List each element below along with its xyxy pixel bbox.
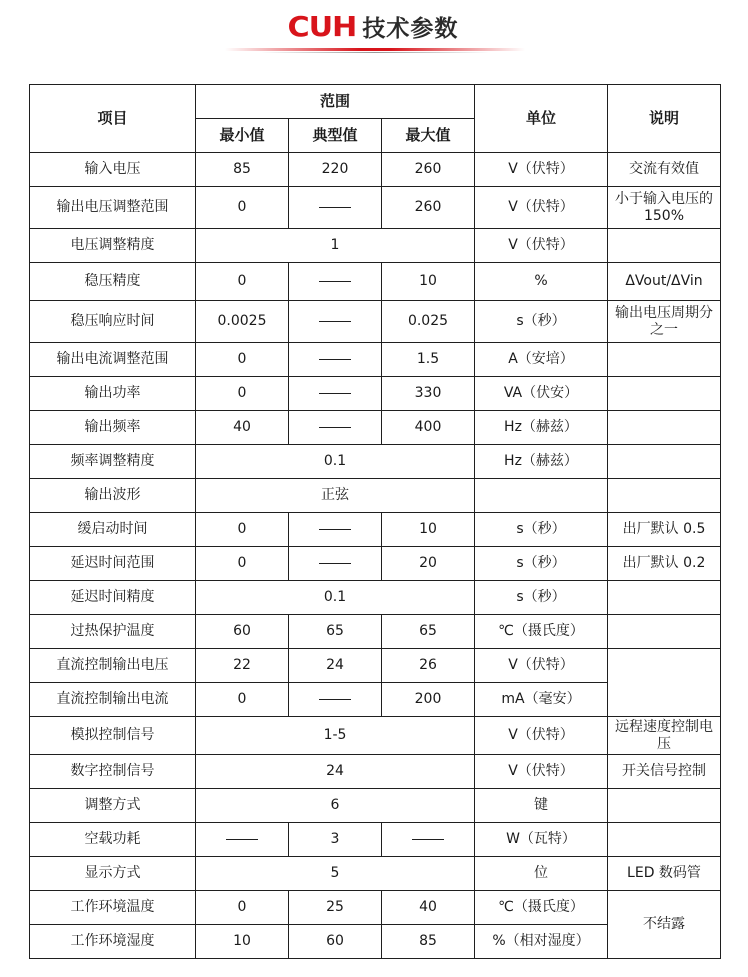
row-typ: 65 xyxy=(289,615,382,649)
dash-mark xyxy=(319,563,351,564)
row-min: 0 xyxy=(196,377,289,411)
table-row xyxy=(30,187,721,229)
row-typ xyxy=(289,683,382,717)
dash-mark xyxy=(319,321,351,322)
table-row xyxy=(30,755,721,789)
header-unit: 单位 xyxy=(475,85,608,153)
table-row xyxy=(30,857,721,891)
row-note: 出厂默认 0.5 xyxy=(608,513,721,547)
row-min: 22 xyxy=(196,649,289,683)
row-max: 400 xyxy=(382,411,475,445)
title-underline xyxy=(225,48,525,51)
header-typ: 典型值 xyxy=(289,119,382,153)
dash-mark xyxy=(319,699,351,700)
title-block xyxy=(0,10,748,43)
row-typ: 60 xyxy=(289,925,382,959)
row-item: 数字控制信号 xyxy=(30,755,196,789)
row-item: 直流控制输出电流 xyxy=(30,683,196,717)
table-row xyxy=(30,445,721,479)
row-item: 显示方式 xyxy=(30,857,196,891)
row-item: 空载功耗 xyxy=(30,823,196,857)
row-item: 延迟时间范围 xyxy=(30,547,196,581)
row-note xyxy=(608,789,721,823)
dash-mark xyxy=(412,839,444,840)
row-note: ΔVout/ΔVin xyxy=(608,263,721,301)
row-max: 40 xyxy=(382,891,475,925)
row-item: 频率调整精度 xyxy=(30,445,196,479)
row-max: 26 xyxy=(382,649,475,683)
header-note: 说明 xyxy=(608,85,721,153)
page-header xyxy=(0,0,748,62)
row-item: 模拟控制信号 xyxy=(30,717,196,755)
dash-mark xyxy=(319,393,351,394)
row-note xyxy=(608,823,721,857)
row-value: 0.1 xyxy=(196,581,475,615)
row-item: 输入电压 xyxy=(30,153,196,187)
row-max: 85 xyxy=(382,925,475,959)
row-item: 输出频率 xyxy=(30,411,196,445)
row-note: 输出电压周期分之一 xyxy=(608,301,721,343)
row-min: 40 xyxy=(196,411,289,445)
row-item: 工作环境湿度 xyxy=(30,925,196,959)
row-typ xyxy=(289,411,382,445)
row-value: 5 xyxy=(196,857,475,891)
title-underline-shadow xyxy=(260,52,490,53)
row-item: 直流控制输出电压 xyxy=(30,649,196,683)
row-value: 正弦 xyxy=(196,479,475,513)
row-typ: 25 xyxy=(289,891,382,925)
row-note xyxy=(608,229,721,263)
row-unit: V（伏特） xyxy=(475,717,608,755)
row-item: 输出电压调整范围 xyxy=(30,187,196,229)
row-unit: V（伏特） xyxy=(475,649,608,683)
row-item: 缓启动时间 xyxy=(30,513,196,547)
row-typ xyxy=(289,377,382,411)
row-unit: % xyxy=(475,263,608,301)
row-value: 24 xyxy=(196,755,475,789)
dash-mark xyxy=(226,839,258,840)
row-note xyxy=(608,343,721,377)
row-unit: VA（伏安） xyxy=(475,377,608,411)
row-item: 稳压响应时间 xyxy=(30,301,196,343)
row-min: 10 xyxy=(196,925,289,959)
row-unit: ℃（摄氏度） xyxy=(475,891,608,925)
row-typ xyxy=(289,187,382,229)
row-typ xyxy=(289,547,382,581)
row-max: 10 xyxy=(382,513,475,547)
table-row xyxy=(30,547,721,581)
row-min: 0 xyxy=(196,263,289,301)
row-unit: mA（毫安） xyxy=(475,683,608,717)
row-item: 输出电流调整范围 xyxy=(30,343,196,377)
row-max xyxy=(382,823,475,857)
row-note xyxy=(608,479,721,513)
row-note: 开关信号控制 xyxy=(608,755,721,789)
row-value: 6 xyxy=(196,789,475,823)
table-row xyxy=(30,343,721,377)
row-min: 0.0025 xyxy=(196,301,289,343)
row-unit: V（伏特） xyxy=(475,229,608,263)
row-note xyxy=(608,411,721,445)
dash-mark xyxy=(319,427,351,428)
row-note-merged: 不结露 xyxy=(608,891,721,959)
row-unit: ℃（摄氏度） xyxy=(475,615,608,649)
row-note xyxy=(608,445,721,479)
row-unit: 位 xyxy=(475,857,608,891)
row-item: 工作环境温度 xyxy=(30,891,196,925)
table-row xyxy=(30,649,721,683)
row-unit: s（秒） xyxy=(475,513,608,547)
row-note: 远程速度控制电压 xyxy=(608,717,721,755)
table-row xyxy=(30,891,721,925)
row-max: 0.025 xyxy=(382,301,475,343)
dash-mark xyxy=(319,359,351,360)
row-typ: 220 xyxy=(289,153,382,187)
row-min: 0 xyxy=(196,187,289,229)
row-min: 0 xyxy=(196,343,289,377)
row-unit: V（伏特） xyxy=(475,755,608,789)
row-max: 260 xyxy=(382,187,475,229)
table-row xyxy=(30,513,721,547)
row-item: 电压调整精度 xyxy=(30,229,196,263)
row-item: 调整方式 xyxy=(30,789,196,823)
row-max: 10 xyxy=(382,263,475,301)
row-unit: Hz（赫兹） xyxy=(475,411,608,445)
row-typ xyxy=(289,513,382,547)
header-item: 项目 xyxy=(30,85,196,153)
header-max: 最大值 xyxy=(382,119,475,153)
row-unit: s（秒） xyxy=(475,581,608,615)
row-typ xyxy=(289,263,382,301)
row-note: LED 数码管 xyxy=(608,857,721,891)
table-row xyxy=(30,377,721,411)
page-title: 技术参数 xyxy=(362,16,459,42)
row-unit: s（秒） xyxy=(475,547,608,581)
table-row xyxy=(30,301,721,343)
table-row xyxy=(30,263,721,301)
row-min: 60 xyxy=(196,615,289,649)
row-value: 1 xyxy=(196,229,475,263)
row-unit: V（伏特） xyxy=(475,187,608,229)
header-min: 最小值 xyxy=(196,119,289,153)
dash-mark xyxy=(319,529,351,530)
row-note xyxy=(608,615,721,649)
header-row xyxy=(30,85,721,119)
row-min: 0 xyxy=(196,683,289,717)
dash-mark xyxy=(319,281,351,282)
table-row xyxy=(30,823,721,857)
spec-table xyxy=(29,84,721,959)
table-row xyxy=(30,717,721,755)
table-row xyxy=(30,411,721,445)
row-typ xyxy=(289,343,382,377)
table-row xyxy=(30,229,721,263)
row-item: 过热保护温度 xyxy=(30,615,196,649)
row-item: 输出功率 xyxy=(30,377,196,411)
row-unit: s（秒） xyxy=(475,301,608,343)
table-row xyxy=(30,153,721,187)
row-max: 1.5 xyxy=(382,343,475,377)
row-min: 0 xyxy=(196,547,289,581)
row-unit xyxy=(475,479,608,513)
row-note: 出厂默认 0.2 xyxy=(608,547,721,581)
row-max: 330 xyxy=(382,377,475,411)
row-unit: 键 xyxy=(475,789,608,823)
row-max: 20 xyxy=(382,547,475,581)
row-typ: 3 xyxy=(289,823,382,857)
row-value: 1-5 xyxy=(196,717,475,755)
row-unit: W（瓦特） xyxy=(475,823,608,857)
table-row xyxy=(30,479,721,513)
row-item: 输出波形 xyxy=(30,479,196,513)
row-unit: %（相对湿度） xyxy=(475,925,608,959)
brand-logo: CUH xyxy=(287,10,356,43)
row-min xyxy=(196,823,289,857)
row-unit: Hz（赫兹） xyxy=(475,445,608,479)
row-typ: 24 xyxy=(289,649,382,683)
row-note xyxy=(608,581,721,615)
row-note-merged xyxy=(608,649,721,717)
header-range: 范围 xyxy=(196,85,475,119)
row-note: 小于输入电压的 150% xyxy=(608,187,721,229)
row-max: 65 xyxy=(382,615,475,649)
row-note xyxy=(608,377,721,411)
row-item: 延迟时间精度 xyxy=(30,581,196,615)
row-value: 0.1 xyxy=(196,445,475,479)
row-item: 稳压精度 xyxy=(30,263,196,301)
table-row xyxy=(30,615,721,649)
dash-mark xyxy=(319,207,351,208)
row-min: 0 xyxy=(196,513,289,547)
row-note: 交流有效值 xyxy=(608,153,721,187)
row-typ xyxy=(289,301,382,343)
row-unit: A（安培） xyxy=(475,343,608,377)
row-min: 0 xyxy=(196,891,289,925)
spec-table-body xyxy=(30,153,721,959)
table-row xyxy=(30,789,721,823)
row-max: 200 xyxy=(382,683,475,717)
row-max: 260 xyxy=(382,153,475,187)
row-unit: V（伏特） xyxy=(475,153,608,187)
row-min: 85 xyxy=(196,153,289,187)
table-row xyxy=(30,581,721,615)
